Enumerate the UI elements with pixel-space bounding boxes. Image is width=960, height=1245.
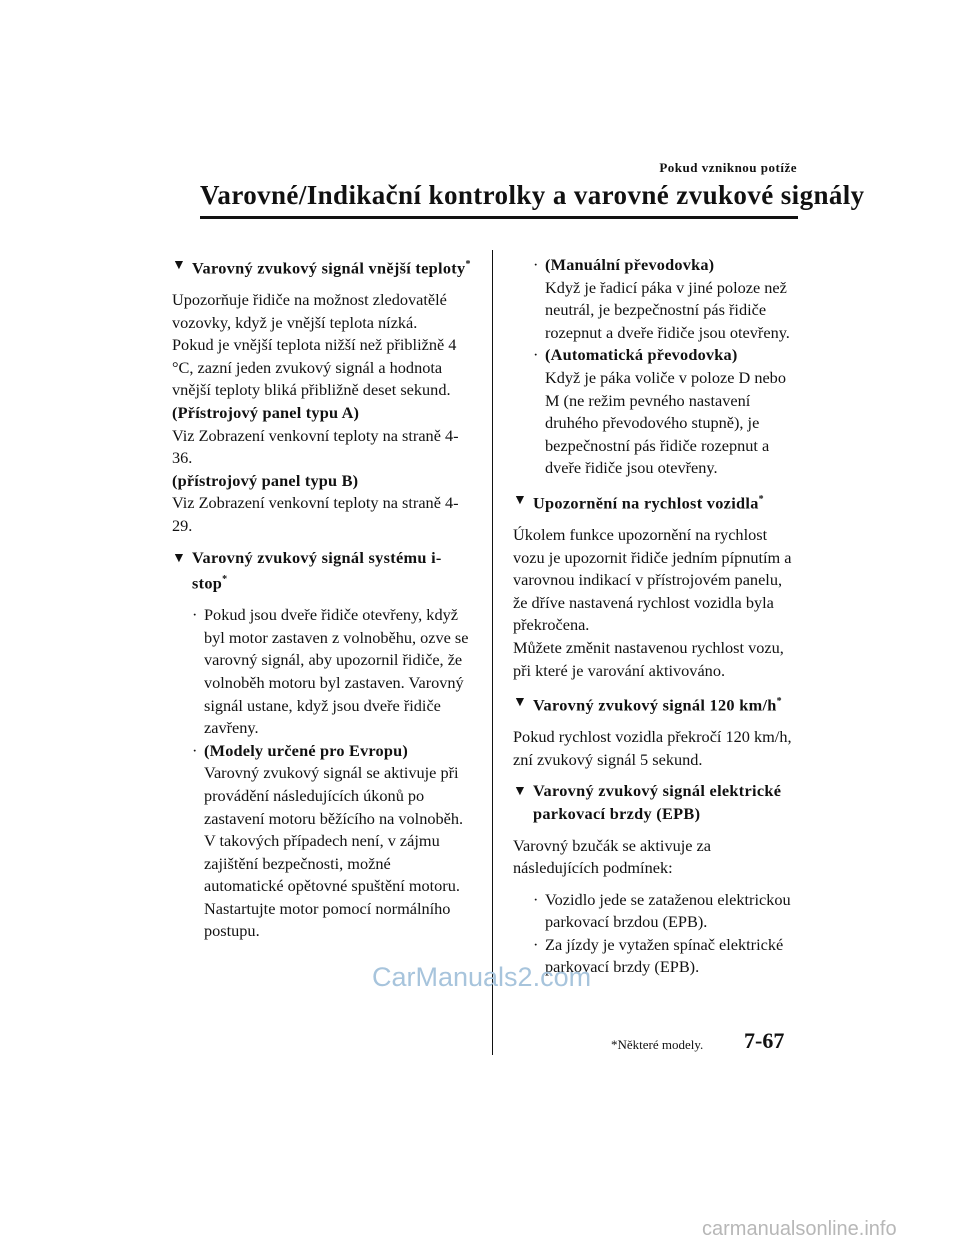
site-logo-text: carmanualsonline.info [702,1218,897,1240]
right-column [513,254,797,979]
triangle-icon: ▼ [172,258,187,273]
europe-models-label: (Modely určené pro Evropu) [204,740,409,760]
list-item-text: Když je řadicí páka v jiné poloze než neutrál, je bezpečnostní pás řidiče rozepnut a dveře řidiče jsou otevřeny. [545,277,790,342]
column-divider [492,250,493,1055]
paragraph: Můžete změnit nastavenou rychlost vozu, při které je varování aktivováno. [513,637,784,680]
list-item [172,604,472,740]
page-title: Varovné/Indikační kontrolky a varovné zvukové signály [200,180,865,210]
bullet-icon: · [533,255,539,274]
heading-text: Varovný zvukový signál systému i-stop [192,547,442,593]
triangle-icon: ▼ [513,695,528,711]
list-item [513,254,797,344]
bullet-icon: · [533,345,539,365]
paragraph: Pokud je vnější teplota nižší než přibližně 4 °C, zazní jeden zvukový signál a hodnota vnější teploty bliká přibližně deset sekund. [172,335,457,400]
triangle-icon: ▼ [513,492,528,508]
section-heading-outside-temp [172,254,472,280]
panel-type-a-label: (Přístrojový panel typu A) [172,402,360,422]
panel-type-b-label: (přístrojový panel typu B) [172,470,359,490]
bullet-icon: · [192,605,198,625]
section-heading-i-stop [172,547,472,596]
automatic-transmission-label: (Automatická převodovka) [545,345,738,365]
asterisk: * [465,259,471,270]
heading-text: Varovný zvukový signál 120 km/h [533,695,777,715]
list-item [172,740,472,943]
paragraph: Varovný bzučák se aktivuje za následujících podmínek: [513,835,712,878]
asterisk: * [776,696,782,708]
list-item-text: Za jízdy je vytažen spínač elektrické parkovací brzdy (EPB). [545,934,784,977]
bullet-icon: · [192,740,198,760]
page-number: 7-67 [744,1028,785,1053]
list-item-text: Vozidlo jede se zataženou elektrickou parkovací brzdou (EPB). [545,889,791,932]
chapter-title: Pokud vzniknou potíže [659,160,797,175]
section-heading-speed-alert [513,489,797,515]
heading-text: Varovný zvukový signál elektrické parkovací brzdy (EPB) [533,781,782,823]
heading-text: Varovný zvukový signál vnější teploty [192,258,466,278]
asterisk: * [758,493,764,505]
heading-text: Upozornění na rychlost vozidla [533,493,759,513]
watermark: CarManuals2.com [372,962,592,992]
bullet-icon: · [533,889,539,909]
bullet-icon: · [533,934,539,954]
footnote: *Některé modely. [611,1037,704,1052]
section-heading-epb [513,780,797,825]
header-rule [200,216,798,219]
paragraph: Úkolem funkce upozornění na rychlost vozu je upozornit řidiče jedním pípnutím a varovnou indikací v přístrojovém panelu, že dříve nastavená rychlost vozidla byla překročena. [513,524,792,635]
list-item-text: Varovný zvukový signál se aktivuje při provádění následujících úkonů po zastavení motoru běžícího na volnoběh. V takových případech není, v zájmu zajištění bezpečnosti, možné automatické opětovné spuštění motoru. Nastartujte motor pomocí normálního postupu. [204,763,464,941]
paragraph: Upozorňuje řidiče na možnost zledovatělé vozovky, když je vnější teplota nízká. [172,290,447,332]
section-heading-120-kmh [513,691,797,717]
left-column [172,254,472,943]
list-item-text: Když je páka voliče v poloze D nebo M (ne režim pevného nastavení druhého převodového stupně), je bezpečnostní pás řidiče rozepnut a dveře řidiče jsou otevřeny. [545,367,786,478]
paragraph: Pokud rychlost vozidla překročí 120 km/h, zní zvukový signál 5 sekund. [513,727,792,769]
manual-transmission-label: (Manuální převodovka) [545,255,715,274]
triangle-icon: ▼ [513,784,528,800]
list-item-text: Pokud jsou dveře řidiče otevřeny, když byl motor zastaven z volnoběhu, ozve se varovný signál, aby upozornil řidiče, že volnoběh motoru byl zastaven. Varovný signál ustane, když jsou dveře řidiče zavřeny. [204,605,469,738]
cross-reference-link[interactable]: Viz Zobrazení venkovní teploty na straně 4-29. [172,493,459,535]
asterisk: * [222,574,228,586]
list-item [513,889,797,934]
list-item [513,344,797,480]
cross-reference-link[interactable]: Viz Zobrazení venkovní teploty na straně 4-36. [172,425,459,468]
triangle-icon: ▼ [172,550,187,566]
